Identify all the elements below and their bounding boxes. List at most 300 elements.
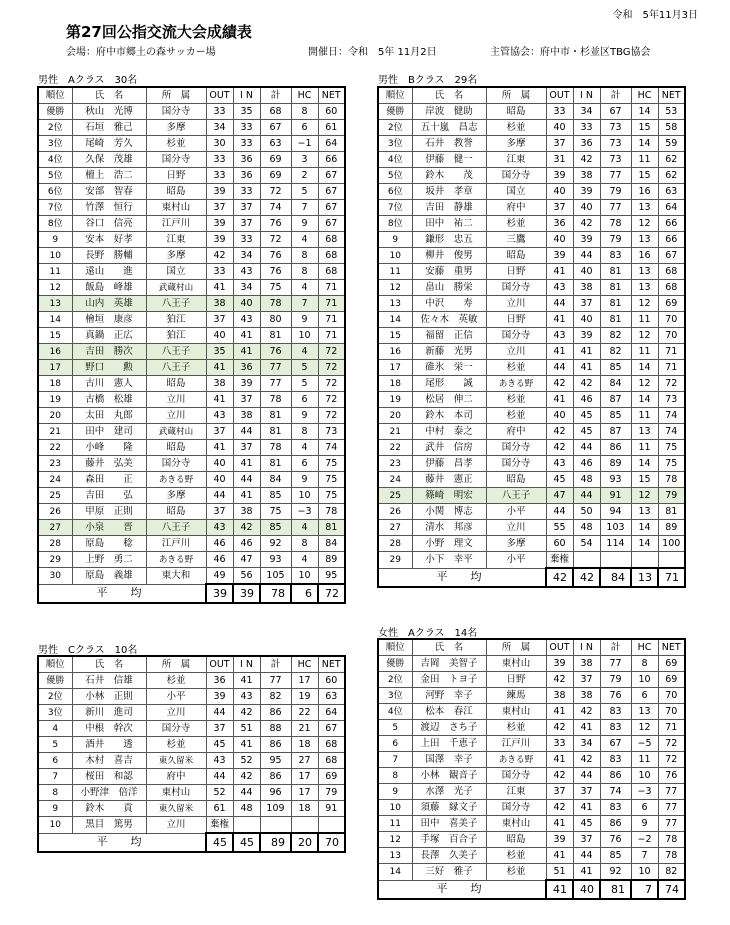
column-header: OUT	[546, 87, 573, 104]
rank-cell: 9	[378, 232, 412, 248]
net-cell: 72	[658, 752, 685, 768]
net-cell: 53	[658, 104, 685, 120]
out-cell: 39	[546, 656, 573, 672]
name-cell: 上野 勇二	[72, 552, 146, 568]
name-cell: 小泉 晋	[72, 520, 146, 536]
hc-cell: 18	[291, 737, 318, 753]
average-row	[378, 880, 685, 899]
table-row	[378, 296, 685, 312]
name-cell: 岸波 健助	[412, 104, 486, 120]
hc-cell: 8	[291, 536, 318, 552]
total-cell: 73	[600, 136, 631, 152]
in-cell: 41	[233, 673, 260, 689]
name-cell: 森田 正	[72, 472, 146, 488]
table-row	[378, 104, 685, 120]
out-cell: 42	[206, 248, 233, 264]
in-cell: 39	[233, 376, 260, 392]
table-row	[378, 344, 685, 360]
name-cell: 長澤 久美子	[412, 848, 486, 864]
column-header: HC	[631, 639, 658, 656]
total-cell: 76	[260, 344, 291, 360]
average-net-cell: 72	[318, 584, 345, 603]
rank-cell: 27	[378, 520, 412, 536]
table-row	[378, 736, 685, 752]
net-cell: 63	[318, 689, 345, 705]
total-cell: 69	[260, 152, 291, 168]
table-row	[38, 184, 345, 200]
aff-cell: 府中	[486, 200, 546, 216]
rank-cell: 4位	[38, 152, 72, 168]
net-cell: 68	[318, 737, 345, 753]
in-cell: 42	[233, 705, 260, 721]
table-row	[378, 832, 685, 848]
hc-cell: 13	[631, 200, 658, 216]
table-row	[38, 737, 345, 753]
aff-cell: 杉並	[486, 392, 546, 408]
total-cell: 81	[600, 280, 631, 296]
aff-cell: 狛江	[146, 312, 206, 328]
net-cell: 76	[658, 768, 685, 784]
rank-cell: 28	[378, 536, 412, 552]
rank-cell: 11	[38, 264, 72, 280]
empty-cell	[260, 817, 291, 834]
table-row	[378, 360, 685, 376]
table-row	[38, 344, 345, 360]
net-cell: 95	[318, 568, 345, 585]
table-row	[38, 104, 345, 120]
aff-cell: 国分寺	[486, 456, 546, 472]
results-table	[37, 86, 346, 604]
total-cell: 84	[600, 376, 631, 392]
hc-cell: 6	[631, 688, 658, 704]
table-row	[38, 376, 345, 392]
table-row	[38, 536, 345, 552]
aff-cell: 多摩	[146, 248, 206, 264]
aff-cell: 日野	[486, 264, 546, 280]
name-cell: 須藤 縁文子	[412, 800, 486, 816]
total-cell: 83	[600, 800, 631, 816]
hc-cell: 9	[631, 816, 658, 832]
table-row	[38, 152, 345, 168]
aff-cell: 昭島	[146, 440, 206, 456]
name-cell: 小下 幸平	[412, 552, 486, 569]
aff-cell: 八王子	[146, 360, 206, 376]
in-cell: 39	[573, 232, 600, 248]
aff-cell: 立川	[146, 392, 206, 408]
total-cell: 82	[600, 328, 631, 344]
total-cell: 82	[600, 344, 631, 360]
total-cell: 75	[260, 280, 291, 296]
rank-cell: 14	[38, 312, 72, 328]
hc-cell: 4	[291, 440, 318, 456]
name-cell: 安本 好孝	[72, 232, 146, 248]
in-cell: 33	[573, 120, 600, 136]
out-cell: 41	[206, 360, 233, 376]
out-cell: 40	[206, 472, 233, 488]
average-hc-cell: 20	[291, 833, 318, 852]
out-cell: 39	[546, 832, 573, 848]
name-cell: 野口 勲	[72, 360, 146, 376]
net-cell: 69	[658, 656, 685, 672]
table-row	[38, 360, 345, 376]
in-cell: 44	[573, 768, 600, 784]
name-cell: 酒井 透	[72, 737, 146, 753]
table-row	[378, 488, 685, 504]
average-net-cell: 74	[658, 880, 685, 899]
aff-cell: 東村山	[146, 785, 206, 801]
in-cell: 47	[233, 552, 260, 568]
net-cell: 81	[658, 504, 685, 520]
total-cell: 67	[600, 104, 631, 120]
in-cell: 39	[573, 328, 600, 344]
in-cell: 33	[233, 120, 260, 136]
hc-cell: 9	[291, 472, 318, 488]
table-row	[378, 688, 685, 704]
name-cell: 原島 稔	[72, 536, 146, 552]
table-row	[38, 568, 345, 585]
name-cell: 五十嵐 昌志	[412, 120, 486, 136]
name-cell: 中根 幹次	[72, 721, 146, 737]
net-cell: 100	[658, 536, 685, 552]
table-row	[38, 232, 345, 248]
total-cell: 85	[600, 848, 631, 864]
aff-cell: 八王子	[146, 520, 206, 536]
out-cell: 33	[206, 152, 233, 168]
out-cell: 42	[546, 672, 573, 688]
rank-cell: 5位	[38, 168, 72, 184]
total-cell: 87	[600, 392, 631, 408]
column-header: 氏 名	[72, 87, 146, 104]
aff-cell: 多摩	[146, 488, 206, 504]
aff-cell: 日野	[486, 672, 546, 688]
total-cell: 77	[600, 168, 631, 184]
column-header: 所 属	[486, 639, 546, 656]
name-cell: 吉岡 美智子	[412, 656, 486, 672]
total-cell: 72	[260, 184, 291, 200]
out-cell: 46	[206, 552, 233, 568]
in-cell: 37	[573, 832, 600, 848]
name-cell: 遠山 進	[72, 264, 146, 280]
out-cell: 44	[546, 360, 573, 376]
average-total-cell: 78	[260, 584, 291, 603]
aff-cell: 江東	[486, 152, 546, 168]
table-row	[38, 785, 345, 801]
name-cell: 手塚 百合子	[412, 832, 486, 848]
total-cell: 87	[600, 424, 631, 440]
rank-cell: 24	[38, 472, 72, 488]
rank-cell: 29	[378, 552, 412, 569]
in-cell: 38	[573, 688, 600, 704]
net-cell: 67	[318, 721, 345, 737]
table-row	[38, 120, 345, 136]
hc-cell: 16	[631, 184, 658, 200]
empty-cell	[233, 817, 260, 834]
column-header: NET	[318, 87, 345, 104]
total-cell: 78	[260, 440, 291, 456]
net-cell: 59	[658, 136, 685, 152]
name-cell: 檜垣 康彦	[72, 312, 146, 328]
aff-cell: 武蔵村山	[146, 424, 206, 440]
average-total-cell: 81	[600, 880, 631, 899]
name-cell: 石井 教誉	[412, 136, 486, 152]
host-association-text: 主管協会：府中市・杉並区TBG協会	[490, 47, 651, 58]
total-cell: 72	[260, 232, 291, 248]
net-cell: 70	[658, 312, 685, 328]
net-cell: 73	[658, 392, 685, 408]
net-cell: 79	[318, 785, 345, 801]
out-cell: 40	[546, 232, 573, 248]
net-cell: 69	[658, 672, 685, 688]
in-cell: 41	[233, 344, 260, 360]
in-cell: 36	[573, 136, 600, 152]
aff-cell: 杉並	[486, 408, 546, 424]
net-cell: 82	[658, 864, 685, 881]
rank-cell: 2位	[378, 120, 412, 136]
table-row	[38, 424, 345, 440]
total-cell: 74	[600, 784, 631, 800]
aff-cell: 杉並	[486, 848, 546, 864]
rank-cell: 9	[38, 801, 72, 817]
hc-cell: 14	[631, 520, 658, 536]
in-cell: 41	[233, 737, 260, 753]
average-in-cell: 40	[573, 880, 600, 899]
hc-cell: −2	[631, 832, 658, 848]
hc-cell: 9	[291, 216, 318, 232]
net-cell: 61	[318, 120, 345, 136]
hc-cell: 12	[631, 296, 658, 312]
name-cell: 松居 伸二	[412, 392, 486, 408]
hc-cell: 14	[631, 136, 658, 152]
out-cell: 39	[206, 232, 233, 248]
name-cell: 坂井 孝章	[412, 184, 486, 200]
rank-cell: 8位	[38, 216, 72, 232]
name-cell: 篠崎 明宏	[412, 488, 486, 504]
total-cell: 109	[260, 801, 291, 817]
name-cell: 松本 春江	[412, 704, 486, 720]
name-cell: 飯島 峰雄	[72, 280, 146, 296]
hc-cell: 14	[631, 536, 658, 552]
rank-cell: 16	[378, 344, 412, 360]
table-row	[38, 721, 345, 737]
rank-cell: 3位	[38, 705, 72, 721]
net-cell: 89	[658, 520, 685, 536]
hc-cell: 11	[631, 344, 658, 360]
hc-cell: 10	[631, 672, 658, 688]
out-cell: 44	[206, 769, 233, 785]
hc-cell: 22	[291, 705, 318, 721]
hc-cell: 8	[291, 104, 318, 120]
out-cell: 43	[206, 408, 233, 424]
table-row	[38, 392, 345, 408]
aff-cell: 国立	[486, 184, 546, 200]
aff-cell: 国分寺	[486, 800, 546, 816]
rank-cell: 21	[378, 424, 412, 440]
average-total-cell: 89	[260, 833, 291, 852]
hc-cell: 17	[291, 785, 318, 801]
rank-cell: 28	[38, 536, 72, 552]
aff-cell: 昭島	[486, 472, 546, 488]
average-hc-cell: 13	[631, 568, 658, 587]
in-cell: 41	[233, 456, 260, 472]
male-c-table-wrapper	[37, 655, 346, 853]
out-cell: 43	[206, 520, 233, 536]
name-cell: 小野 理文	[412, 536, 486, 552]
results-table	[377, 86, 686, 588]
net-cell: 78	[658, 472, 685, 488]
in-cell: 35	[233, 104, 260, 120]
net-cell: 71	[318, 280, 345, 296]
name-cell: 小峰 隆	[72, 440, 146, 456]
out-cell: 40	[546, 408, 573, 424]
table-row	[378, 656, 685, 672]
net-cell: 72	[318, 392, 345, 408]
net-cell: 75	[318, 456, 345, 472]
table-row	[378, 456, 685, 472]
in-cell: 41	[233, 488, 260, 504]
rank-cell: 5位	[378, 168, 412, 184]
aff-cell: あきる野	[486, 376, 546, 392]
in-cell: 41	[573, 344, 600, 360]
male-b-table-wrapper	[377, 86, 686, 588]
aff-cell: 国分寺	[486, 280, 546, 296]
out-cell: 42	[546, 800, 573, 816]
rank-cell: 21	[38, 424, 72, 440]
total-cell: 103	[600, 520, 631, 536]
table-row	[378, 152, 685, 168]
empty-cell	[600, 552, 631, 569]
net-cell: 91	[318, 801, 345, 817]
average-out-cell: 42	[546, 568, 573, 587]
average-net-cell: 71	[658, 568, 685, 587]
name-cell: 原島 義雄	[72, 568, 146, 585]
hc-cell: 6	[291, 456, 318, 472]
net-cell: 75	[318, 488, 345, 504]
aff-cell: 昭島	[486, 248, 546, 264]
hc-cell: 5	[291, 184, 318, 200]
hc-cell: 18	[291, 801, 318, 817]
average-hc-cell: 7	[631, 880, 658, 899]
out-cell: 39	[546, 248, 573, 264]
out-cell: 41	[206, 392, 233, 408]
venue-text: 会場：府中市郷土の森サッカー場	[66, 47, 216, 58]
rank-cell: 10	[378, 800, 412, 816]
table-row	[378, 864, 685, 881]
hc-cell: 10	[631, 864, 658, 881]
name-cell: 安部 智春	[72, 184, 146, 200]
table-row	[38, 312, 345, 328]
column-header: 氏 名	[412, 87, 486, 104]
name-cell: 黒目 篤男	[72, 817, 146, 834]
average-in-cell: 42	[573, 568, 600, 587]
aff-cell: 日野	[146, 168, 206, 184]
hc-cell: 17	[291, 673, 318, 689]
hc-cell: 2	[291, 168, 318, 184]
net-cell: 70	[658, 688, 685, 704]
out-cell: 61	[206, 801, 233, 817]
name-cell: 吉田 静雄	[412, 200, 486, 216]
total-cell: 85	[600, 408, 631, 424]
aff-cell: 杉並	[486, 120, 546, 136]
table-row	[378, 784, 685, 800]
aff-cell: 江東	[486, 784, 546, 800]
aff-cell: 小平	[486, 552, 546, 569]
out-cell: 43	[206, 753, 233, 769]
table-row	[378, 440, 685, 456]
hc-cell: 15	[631, 120, 658, 136]
hc-cell: 14	[631, 392, 658, 408]
column-header: 順位	[38, 87, 72, 104]
out-cell: 37	[546, 136, 573, 152]
aff-cell: あきる野	[146, 472, 206, 488]
table-row	[38, 520, 345, 536]
aff-cell: 多摩	[486, 536, 546, 552]
aff-cell: 杉並	[486, 216, 546, 232]
rank-cell: 優勝	[378, 656, 412, 672]
male-a-caption: 男性 Aクラス 30名	[38, 75, 138, 86]
in-cell: 48	[573, 520, 600, 536]
rank-cell: 7位	[38, 200, 72, 216]
name-cell: 新藤 光男	[412, 344, 486, 360]
total-cell: 83	[600, 720, 631, 736]
total-cell: 92	[600, 864, 631, 881]
table-row	[38, 673, 345, 689]
name-cell: 碓氷 栄一	[412, 360, 486, 376]
name-cell: 石井 信雄	[72, 673, 146, 689]
table-row	[38, 456, 345, 472]
out-cell: 43	[546, 456, 573, 472]
column-header: OUT	[206, 656, 233, 673]
average-in-cell: 45	[233, 833, 260, 852]
rank-cell: 24	[378, 472, 412, 488]
aff-cell: 八王子	[486, 488, 546, 504]
header-row	[38, 87, 345, 104]
in-cell: 50	[573, 504, 600, 520]
in-cell: 42	[573, 152, 600, 168]
rank-cell: 12	[378, 832, 412, 848]
net-cell: 72	[318, 344, 345, 360]
hc-cell: 10	[631, 768, 658, 784]
net-cell: 62	[658, 152, 685, 168]
out-cell: 60	[546, 536, 573, 552]
name-cell: 渡辺 さち子	[412, 720, 486, 736]
name-cell: 石垣 雅己	[72, 120, 146, 136]
total-cell: 77	[600, 656, 631, 672]
hc-cell: 11	[631, 752, 658, 768]
aff-cell: 国分寺	[146, 721, 206, 737]
column-header: OUT	[546, 639, 573, 656]
in-cell: 43	[233, 264, 260, 280]
column-header: OUT	[206, 87, 233, 104]
table-row	[378, 552, 685, 569]
table-row	[38, 504, 345, 520]
net-cell: 67	[318, 200, 345, 216]
name-cell: 鈴木 貢	[72, 801, 146, 817]
results-table	[37, 655, 346, 853]
withdrawn-cell: 棄権	[546, 552, 573, 569]
name-cell: 河野 幸子	[412, 688, 486, 704]
male-b-caption: 男性 Bクラス 29名	[378, 75, 478, 86]
withdrawn-cell: 棄権	[206, 817, 233, 834]
out-cell: 41	[546, 816, 573, 832]
name-cell: 尾形 誠	[412, 376, 486, 392]
total-cell: 83	[600, 248, 631, 264]
table-row	[378, 504, 685, 520]
net-cell: 75	[658, 456, 685, 472]
name-cell: 尾崎 芳久	[72, 136, 146, 152]
out-cell: 55	[546, 520, 573, 536]
net-cell: 70	[658, 328, 685, 344]
table-row	[38, 769, 345, 785]
